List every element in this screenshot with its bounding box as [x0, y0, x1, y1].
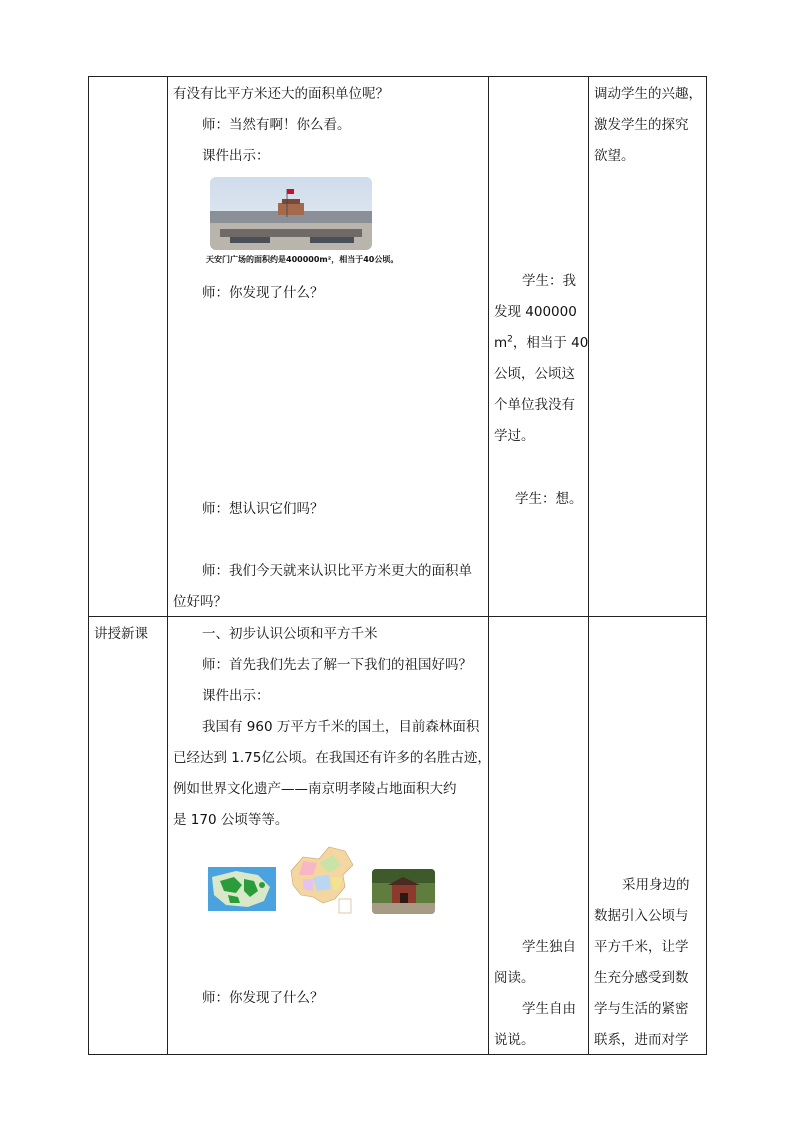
courseware-paragraph: 例如世界文化遗产——南京明孝陵占地面积大约 [173, 781, 457, 797]
table-border-right [706, 76, 707, 1055]
design-intent: 数据引入公顷与 [594, 908, 689, 924]
teacher-question: 师：你发现了什么？ [202, 285, 324, 301]
courseware-paragraph: 我国有 960 万平方千米的国土，目前森林面积 [202, 719, 480, 735]
student-response: 学生：我 [522, 273, 576, 289]
design-intent: 调动学生的兴趣， [594, 86, 702, 102]
design-intent: 学与生活的紧密 [594, 1001, 689, 1017]
tiananmen-square-photo [210, 177, 372, 250]
student-activity: 学生自由 [522, 1001, 576, 1017]
table-border-left [88, 76, 89, 1055]
ming-xiaoling-image [372, 869, 435, 914]
student-response: 个单位我没有 [494, 397, 575, 413]
student-response: 学生：想。 [515, 491, 583, 507]
stage-label: 讲授新课 [94, 626, 148, 642]
table-col-divider-1 [167, 76, 168, 1055]
content-text: 有没有比平方米还大的面积单位呢？ [173, 86, 389, 102]
table-border-top [88, 76, 707, 77]
ming-xiaoling-photo [372, 869, 435, 914]
tiananmen-square-image [210, 177, 372, 250]
china-map-graphic [283, 841, 358, 916]
courseware-paragraph: 已经达到 1.75亿公顷。在我国还有许多的名胜古迹， [173, 750, 491, 766]
design-intent: 欲望。 [594, 148, 635, 164]
courseware-paragraph: 是 170 公顷等等。 [173, 812, 289, 828]
teacher-question: 师：想认识它们吗？ [202, 501, 324, 517]
photo-caption: 天安门广场的面积约是400000m²，相当于40公顷。 [206, 255, 399, 264]
design-intent: 生充分感受到数 [594, 970, 689, 986]
student-response: $m^2$，相当于 40 [494, 334, 589, 351]
teacher-question: 师：你发现了什么？ [202, 990, 324, 1006]
student-response: 公顷，公顷这 [494, 366, 575, 382]
courseware-label: 课件出示： [202, 688, 270, 704]
student-activity: 说说。 [494, 1032, 535, 1048]
student-response: 学过。 [494, 428, 535, 444]
section-heading: 一、初步认识公顷和平方千米 [202, 626, 378, 642]
china-map-image [283, 841, 358, 916]
forest-map-image [208, 867, 276, 911]
table-col-divider-3 [588, 76, 589, 1055]
design-intent: 联系，进而对学 [594, 1032, 689, 1048]
teacher-line: 师：当然有啊！你么看。 [202, 117, 351, 133]
design-intent: 平方千米，让学 [594, 939, 689, 955]
table-col-divider-2 [488, 76, 489, 1055]
design-intent: 激发学生的探究 [594, 117, 689, 133]
student-activity: 阅读。 [494, 970, 535, 986]
student-activity: 学生独自 [522, 939, 576, 955]
design-intent: 采用身边的 [622, 877, 690, 893]
student-response: 发现 400000 [494, 304, 577, 320]
courseware-label: 课件出示： [202, 148, 270, 164]
teacher-line: 师：我们今天就来认识比平方米更大的面积单 [202, 563, 472, 579]
table-border-bottom [88, 1054, 707, 1055]
teacher-line: 位好吗？ [173, 594, 227, 610]
forest-map-graphic [208, 867, 276, 911]
table-row-divider [88, 616, 707, 617]
teacher-line: 师：首先我们先去了解一下我们的祖国好吗？ [202, 657, 472, 673]
